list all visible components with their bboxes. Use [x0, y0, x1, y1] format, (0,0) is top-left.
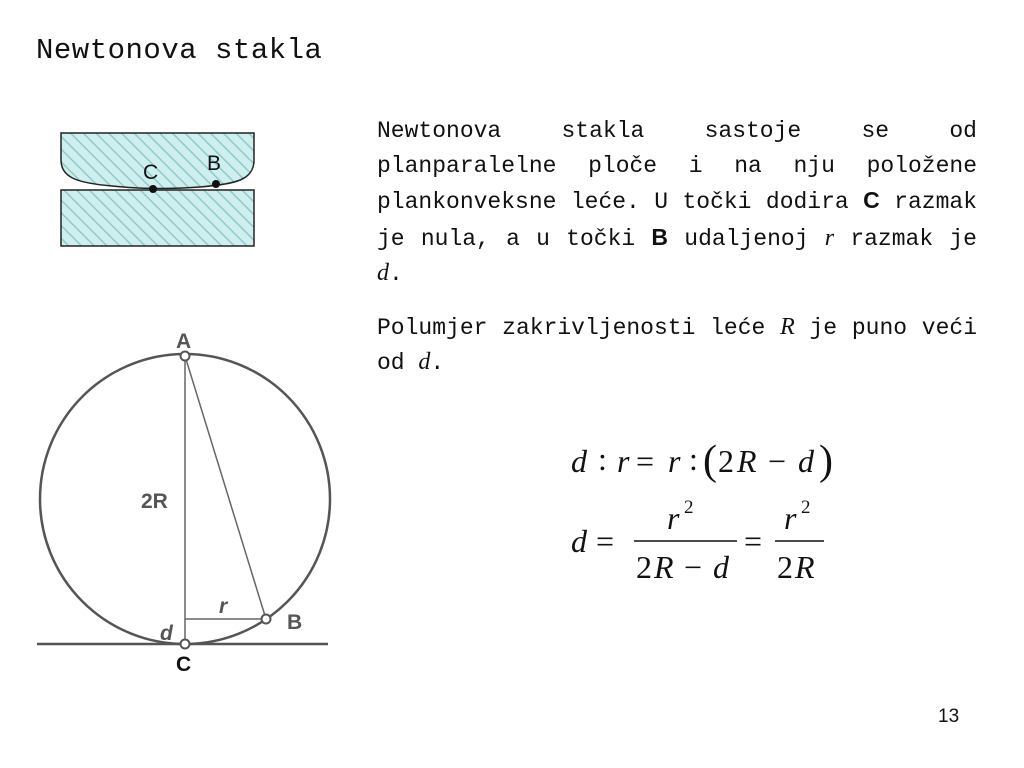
math-symbol: d	[713, 549, 729, 585]
math-symbol: −	[684, 549, 703, 585]
math-symbol: 2	[777, 549, 793, 585]
text-run: .	[430, 350, 445, 376]
math-symbol: 2	[801, 497, 811, 518]
variable-R: R	[780, 313, 795, 340]
math-symbol: =	[636, 443, 655, 479]
math-symbol: r	[784, 500, 797, 536]
point-c-marker	[181, 640, 190, 649]
label-a: A	[176, 330, 192, 353]
point-c-dot	[149, 185, 157, 193]
variable-r: r	[824, 224, 835, 251]
math-symbol: 2	[636, 549, 652, 585]
page-number: 13	[938, 706, 960, 727]
plane-parallel-plate	[61, 190, 254, 246]
text-run: razmak je	[834, 225, 977, 252]
chord-a-b	[185, 356, 266, 619]
math-symbol: R	[795, 549, 815, 585]
text-run: .	[389, 261, 403, 287]
point-c-bold: C	[863, 187, 880, 213]
math-symbol: :	[689, 441, 698, 477]
math-symbol: (	[703, 438, 717, 484]
variable-d: d	[418, 349, 431, 375]
label-2r: 2R	[141, 490, 168, 513]
newton-glass-diagram	[61, 133, 254, 246]
text-run: je puno veći od	[377, 314, 977, 376]
label-r: r	[219, 595, 228, 618]
point-b-dot	[212, 180, 220, 188]
text-run: Newtonova stakla sastoje se od planparalelne ploče i na nju položene plankonveksne leće. U točki dodira	[377, 118, 977, 215]
math-symbol: r	[667, 500, 680, 536]
math-symbol: =	[596, 523, 615, 559]
glass-label-c: C	[143, 161, 159, 184]
point-b-bold: B	[651, 223, 669, 250]
label-c: C	[176, 653, 192, 676]
text-run: udaljenoj	[668, 225, 825, 252]
math-symbol: r	[617, 443, 630, 479]
math-symbol: r	[668, 443, 681, 479]
circle-geometry-diagram	[37, 330, 330, 676]
formula-d	[571, 497, 824, 585]
text-run: Polumjer zakrivljenosti leće	[377, 314, 781, 341]
math-symbol: 2	[684, 497, 694, 518]
slide-title: Newtonova stakla	[36, 34, 323, 67]
text-run: razmak je nula, a u točki	[377, 189, 977, 252]
math-symbol: =	[744, 523, 763, 559]
point-b-marker	[262, 615, 271, 624]
label-d: d	[160, 622, 173, 645]
math-symbol: d	[571, 523, 587, 559]
math-symbol: d	[571, 443, 587, 479]
label-b: B	[287, 611, 303, 634]
math-symbol: d	[798, 443, 814, 479]
math-symbol: R	[654, 549, 674, 585]
math-symbol: )	[819, 438, 833, 484]
math-symbol: −	[768, 443, 787, 479]
math-symbol: :	[598, 441, 607, 477]
math-symbol: 2	[718, 443, 734, 479]
variable-d: d	[377, 260, 389, 286]
formula-proportion	[571, 438, 833, 484]
glass-label-b: B	[207, 152, 222, 175]
math-symbol: R	[737, 443, 757, 479]
